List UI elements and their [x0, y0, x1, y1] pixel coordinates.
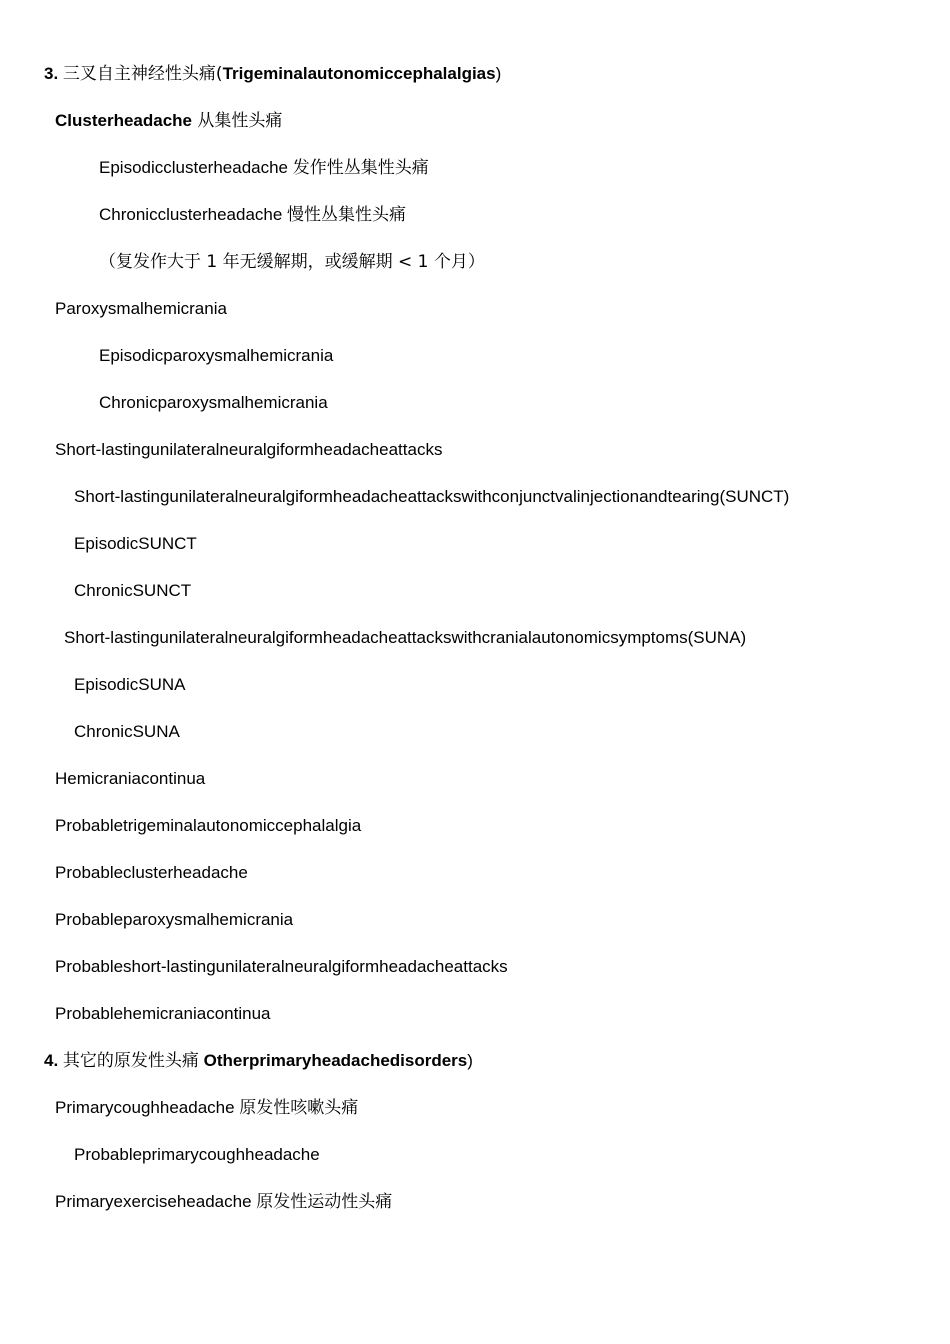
list-item: Primaryexerciseheadache 原发性运动性头痛: [55, 1192, 393, 1211]
list-item: Probableparoxysmalhemicrania: [55, 910, 294, 929]
list-item: Probablehemicraniacontinua: [55, 1004, 271, 1023]
section-3-number: 3.: [44, 64, 59, 83]
list-item: Hemicraniacontinua: [55, 769, 206, 788]
cluster-heading-cn: 从集性头痛: [192, 111, 283, 131]
section-3-heading: [44, 63, 501, 85]
section-4-number: 4.: [44, 1051, 59, 1070]
list-item: Paroxysmalhemicrania: [55, 299, 227, 318]
list-item: Episodicclusterheadache 发作性丛集性头痛: [99, 158, 429, 177]
list-item: Chronicparoxysmalhemicrania: [99, 393, 328, 412]
section-3-title-cn: 三叉自主神经性头痛(: [62, 64, 223, 84]
chronic-cluster-note: （复发作大于 1 年无缓解期，或缓解期 < 1 个月）: [99, 252, 485, 272]
list-item: Probabletrigeminalautonomiccephalalgia: [55, 816, 362, 835]
list-item: ChronicSUNA: [74, 722, 180, 741]
list-item: Chronicclusterheadache 慢性丛集性头痛: [99, 205, 407, 224]
section-4-heading: [44, 1050, 473, 1072]
list-item: EpisodicSUNA: [74, 675, 186, 694]
list-item: Primarycoughheadache 原发性咳嗽头痛: [55, 1098, 359, 1117]
list-item: Probableprimarycoughheadache: [74, 1145, 320, 1164]
section-3-title-en: Trigeminalautonomiccephalalgias: [222, 64, 496, 83]
list-item: EpisodicSUNCT: [74, 534, 197, 553]
section-4-title-close: ): [467, 1051, 473, 1070]
list-item: Episodicparoxysmalhemicrania: [99, 346, 334, 365]
section-4-title-en: Otherprimaryheadachedisorders: [203, 1051, 468, 1070]
list-item: Short-lastingunilateralneuralgiformheadacheattackswithconjunctvalinjectionandtearing(SUNCT): [74, 487, 790, 506]
list-item: Probableclusterheadache: [55, 863, 248, 882]
cluster-heading: [55, 110, 282, 132]
section-4-title-cn: 其它的原发性头痛: [62, 1051, 199, 1071]
section-3-title-close: ): [495, 64, 502, 83]
list-item: ChronicSUNCT: [74, 581, 192, 600]
list-item: Short-lastingunilateralneuralgiformheadacheattackswithcranialautonomicsymptoms(SUNA): [64, 628, 747, 647]
cluster-heading-en: Clusterheadache: [55, 111, 192, 130]
list-item: Short-lastingunilateralneuralgiformheadacheattacks: [55, 440, 443, 459]
list-item: Probableshort-lastingunilateralneuralgiformheadacheattacks: [55, 957, 508, 976]
